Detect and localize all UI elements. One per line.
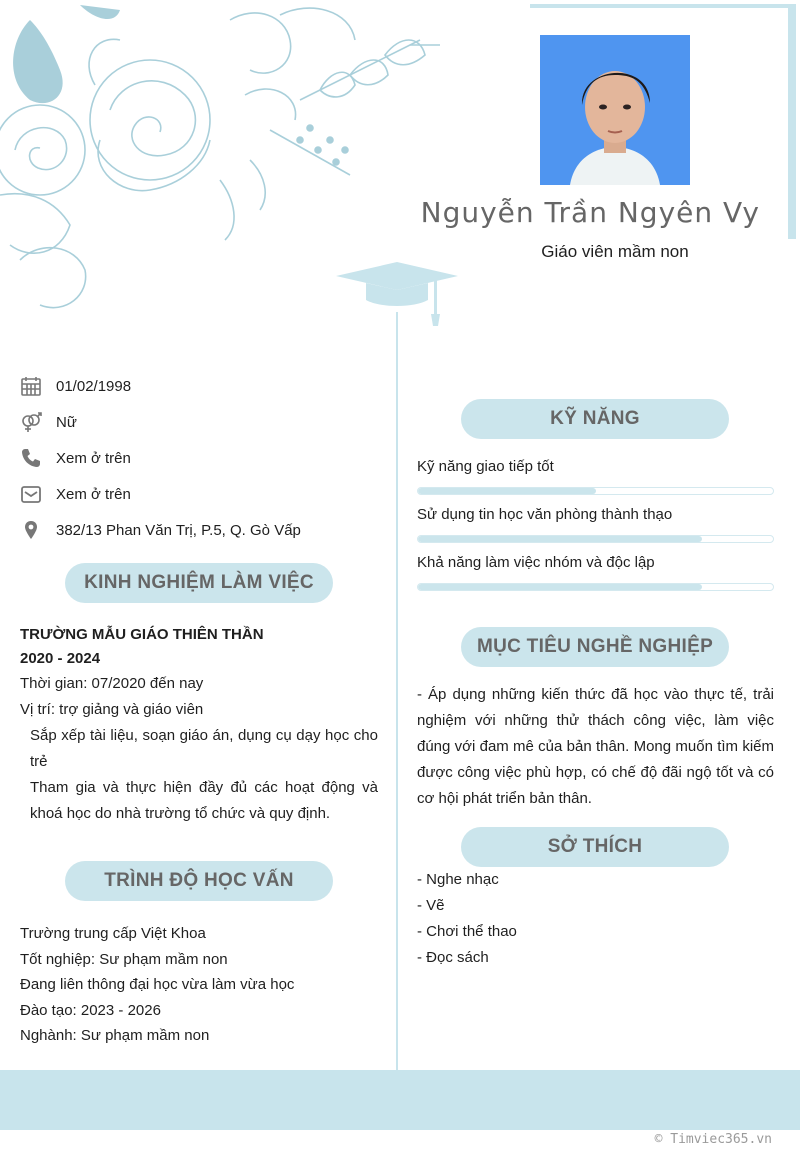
skill-bar-fill bbox=[418, 584, 702, 590]
experience-section bbox=[20, 623, 378, 827]
phone-icon bbox=[20, 446, 56, 470]
company-name: TRƯỜNG MẪU GIÁO THIÊN THẦN bbox=[20, 626, 264, 643]
skills-heading: KỸ NĂNG bbox=[461, 399, 729, 439]
skill-item bbox=[417, 505, 774, 543]
experience-heading: KINH NGHIỆM LÀM VIỆC bbox=[65, 563, 333, 603]
objective-heading: MỤC TIÊU NGHỀ NGHIỆP bbox=[461, 627, 729, 667]
education-line: Đào tạo: 2023 - 2026 bbox=[20, 1001, 161, 1019]
work-position: Vị trí: trợ giảng và giáo viên bbox=[20, 701, 204, 718]
hobbies-heading: SỞ THÍCH bbox=[461, 827, 729, 867]
column-divider bbox=[396, 312, 398, 1070]
skill-bar-track bbox=[417, 487, 774, 495]
gender-text: Nữ bbox=[56, 413, 77, 431]
info-phone bbox=[20, 440, 380, 476]
job-title: Giáo viên mầm non bbox=[541, 242, 689, 261]
duty-item: Sắp xếp tài liệu, soạn giáo án, dụng cụ dạy học cho trẻ bbox=[30, 727, 378, 770]
hobby-item: - Chơi thể thao bbox=[417, 923, 517, 940]
candidate-name: Nguyễn Trần Ngyên Vy bbox=[420, 196, 760, 229]
skill-item bbox=[417, 553, 774, 591]
info-gender bbox=[20, 404, 380, 440]
personal-info bbox=[20, 368, 380, 548]
footer-band bbox=[0, 1070, 800, 1130]
education-section bbox=[20, 921, 378, 1049]
work-time: Thời gian: 07/2020 đến nay bbox=[20, 675, 204, 692]
skill-bar-track bbox=[417, 583, 774, 591]
phone-text: Xem ở trên bbox=[56, 449, 131, 467]
calendar-icon bbox=[20, 374, 56, 398]
education-line: Tốt nghiệp: Sư phạm mầm non bbox=[20, 950, 228, 968]
info-email bbox=[20, 476, 380, 512]
profile-photo bbox=[540, 35, 690, 185]
email-text: Xem ở trên bbox=[56, 485, 131, 503]
hobby-item: - Vẽ bbox=[417, 897, 445, 914]
hobby-item: - Nghe nhạc bbox=[417, 871, 499, 888]
objective-text: - Áp dụng những kiến thức đã học vào thực tế, trải nghiệm với những thử thách công việc, làm việc đúng với đam mê của bản thân. Mong muốn tìm kiếm được công việc phù hợp, có chế độ đãi ngộ tốt và có cơ hội phát triển bản thân. bbox=[417, 686, 774, 807]
address-text: 382/13 Phan Văn Trị, P.5, Q. Gò Vấp bbox=[56, 521, 301, 539]
skill-bar-fill bbox=[418, 536, 702, 542]
hobby-item: - Đọc sách bbox=[417, 949, 489, 966]
education-line: Nghành: Sư phạm mầm non bbox=[20, 1027, 210, 1044]
birthdate-text: 01/02/1998 bbox=[56, 377, 132, 395]
work-period: 2020 - 2024 bbox=[20, 650, 101, 667]
info-birthdate bbox=[20, 368, 380, 404]
skill-bar-fill bbox=[418, 488, 596, 494]
skill-label: Sử dụng tin học văn phòng thành thạo bbox=[417, 506, 673, 523]
avatar bbox=[540, 35, 690, 185]
duty-item: Tham gia và thực hiện đầy đủ các hoạt động và khoá học do nhà trường tổ chức và quy định. bbox=[30, 779, 378, 822]
copyright-text: © Timviec365.vn bbox=[654, 1132, 772, 1147]
skill-label: Khả năng làm việc nhóm và độc lập bbox=[417, 554, 655, 571]
skill-label: Kỹ năng giao tiếp tốt bbox=[417, 458, 554, 475]
education-heading: TRÌNH ĐỘ HỌC VẤN bbox=[65, 861, 333, 901]
gender-icon bbox=[20, 410, 56, 434]
email-icon bbox=[20, 482, 56, 506]
hobbies-section bbox=[417, 867, 774, 971]
skill-item bbox=[417, 457, 774, 495]
info-address bbox=[20, 512, 380, 548]
location-icon bbox=[20, 518, 56, 542]
skill-bar-track bbox=[417, 535, 774, 543]
education-line: Trường trung cấp Việt Khoa bbox=[20, 925, 206, 942]
education-line: Đang liên thông đại học vừa làm vừa học bbox=[20, 976, 295, 993]
